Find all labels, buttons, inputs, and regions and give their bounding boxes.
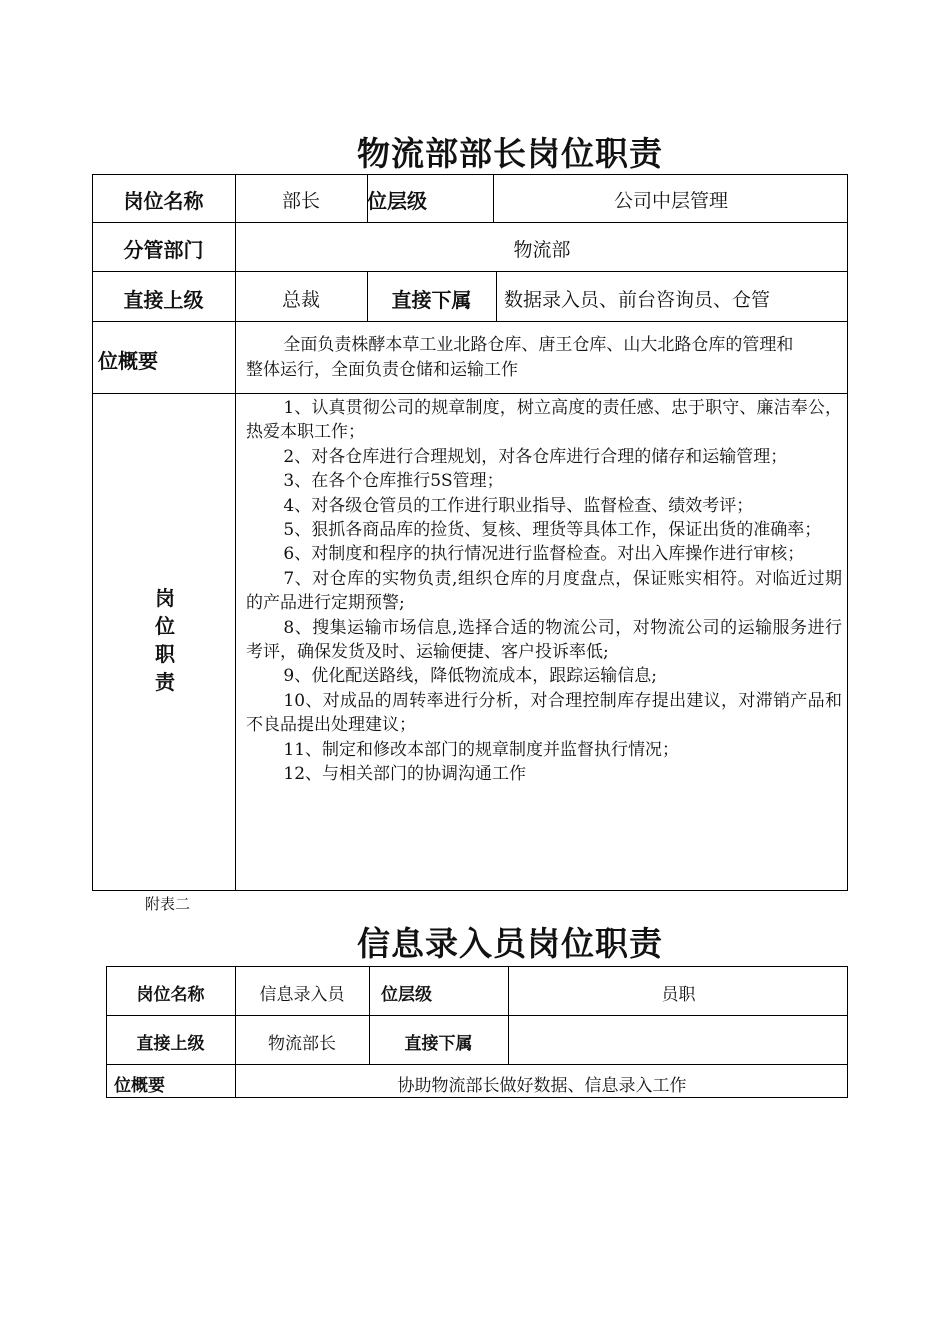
superior-value: 总裁 <box>281 289 320 311</box>
summary-text: 全面负责株酵本草工业北路仓库、唐王仓库、山大北路仓库的管理和整体运行，全面负责仓储和运输工作 <box>246 335 794 380</box>
position-name-label-2: 岗位名称 <box>136 985 205 1005</box>
list-item: 9、优化配送路线，降低物流成本，跟踪运输信息; <box>283 666 657 687</box>
summary-label: 位概要 <box>98 349 158 373</box>
list-item: 2、对各仓库进行合理规划，对各仓库进行合理的储存和运输管理； <box>283 446 788 467</box>
position-name-value-2: 信息录入员 <box>259 985 345 1005</box>
duties-list <box>246 396 842 787</box>
list-item: 7、对仓库的实物负责,组织仓库的月度盘点，保证账实相符。对临近过期的产品进行定期预警; <box>246 568 842 614</box>
list-item: 10、对成品的周转率进行分析，对合理控制库存提出建议，对滞销产品和不良品提出处理建议； <box>246 690 842 736</box>
list-item: 3、在各个仓库推行5S管理； <box>283 471 504 492</box>
subordinate-label: 直接下属 <box>391 288 472 312</box>
summary-text-2: 协助物流部长做好数据、信息录入工作 <box>397 1076 687 1096</box>
position-name-label: 岗位名称 <box>123 189 204 213</box>
page-title-2: 信息录入员岗位职责 <box>357 924 663 963</box>
level-label-2: 位层级 <box>381 985 432 1005</box>
position-name-value: 部长 <box>281 190 320 212</box>
superior-label-2: 直接上级 <box>136 1034 205 1054</box>
summary-label-2: 位概要 <box>114 1076 165 1096</box>
level-value-2: 员职 <box>661 985 696 1005</box>
list-item: 5、狠抓各商品库的捡货、复核、理货等具体工作，保证出货的准确率； <box>283 520 822 541</box>
subordinate-label-2: 直接下属 <box>404 1034 473 1054</box>
list-item: 6、对制度和程序的执行情况进行监督检查。对出入库操作进行审核； <box>283 544 805 565</box>
dept-label: 分管部门 <box>123 238 204 262</box>
dept-value: 物流部 <box>513 239 571 261</box>
superior-label: 直接上级 <box>123 288 204 312</box>
list-item: 1、认真贯彻公司的规章制度，树立高度的责任感、忠于职守、廉洁奉公，热爱本职工作； <box>246 398 842 443</box>
subordinate-value: 数据录入员、前台咨询员、仓管 <box>504 289 771 311</box>
list-item: 8、搜集运输市场信息,选择合适的物流公司，对物流公司的运输服务进行考评，确保发货及时、运输便捷、客户投诉率低; <box>246 617 842 663</box>
superior-value-2: 物流部长 <box>268 1034 336 1054</box>
level-label: 位层级 <box>367 189 427 213</box>
list-item: 11、制定和修改本部门的规章制度并监督执行情况； <box>283 739 680 760</box>
list-item: 4、对各级仓管员的工作进行职业指导、监督检查、绩效考评； <box>283 495 754 516</box>
page-title: 物流部部长岗位职责 <box>357 134 663 173</box>
list-item: 12、与相关部门的协调沟通工作 <box>283 764 527 785</box>
appendix-note: 附表二 <box>145 895 191 913</box>
duties-label: 岗 位 职 责 <box>155 586 175 694</box>
level-value: 公司中层管理 <box>613 190 728 212</box>
